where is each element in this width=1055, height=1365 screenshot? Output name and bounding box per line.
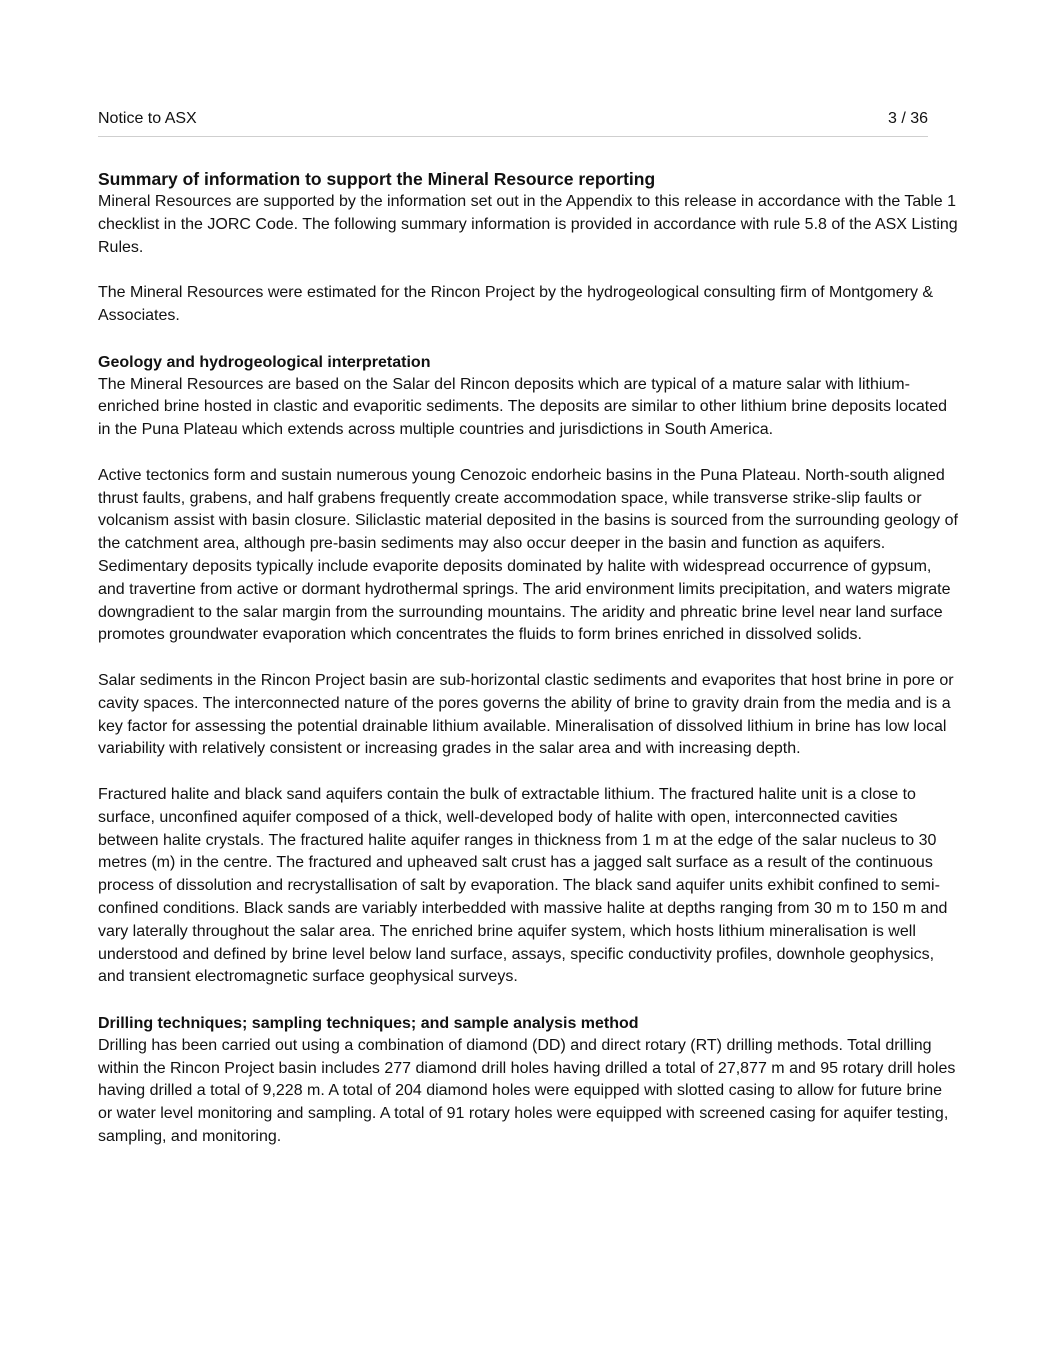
paragraph-estimator: The Mineral Resources were estimated for the Rincon Project by the hydrogeological consulting firm of Montgomery & Associates. xyxy=(98,284,934,324)
paragraph-drilling-1: Drilling has been carried out using a combination of diamond (DD) and direct rotary (RT) drilling methods. Total drilling within the Rincon Project basin includes 277 diamond drill holes having drilled a total of 27,877 m and 95 rotary drill holes having drilled a total of 9,228 m. A total of 204 diamond holes were equipped with slotted casing to allow for future brine or water level monitoring and sampling. A total of 91 rotary holes were equipped with screened casing for aquifer testing, sampling, and monitoring. xyxy=(98,1036,956,1146)
paragraph-geology-1: The Mineral Resources are based on the Salar del Rincon deposits which are typical of a mature salar with lithium-enriched brine hosted in clastic and evaporitic sediments. The deposits are similar to other lithium brine deposits located in the Puna Plateau which extends across multiple countries and jurisdictions in South America. xyxy=(98,375,948,439)
paragraph-geology-2: Active tectonics form and sustain numerous young Cenozoic endorheic basins in the Puna Plateau. North-south aligned thrust faults, grabens, and half grabens frequently create accommodation space, while transverse strike-slip faults or volcanism assist with basin closure. Siliclastic material deposited in the basins is sourced from the surrounding geology of the catchment area, although pre-basin sediments may also occur deeper in the basin and function as aquifers. Sedimentary deposits typically include evaporite deposits dominated by halite with widespread occurrence of gypsum, and travertine from active or dormant hydrothermal springs. The arid environment limits precipitation, and waters migrate downgradient to the salar margin from the surrounding mountains. The aridity and phreatic brine level near land surface promotes groundwater evaporation which concentrates the fluids to form brines enriched in dissolved solids. xyxy=(98,466,958,644)
page-header xyxy=(98,108,928,137)
document-body xyxy=(98,167,958,1149)
page-number: 3 / 36 xyxy=(887,110,928,127)
header-title: Notice to ASX xyxy=(98,110,197,127)
drilling-heading: Drilling techniques; sampling techniques; and sample analysis method xyxy=(98,1014,639,1032)
geology-heading: Geology and hydrogeological interpretation xyxy=(98,353,431,371)
section-title: Summary of information to support the Mineral Resource reporting xyxy=(98,169,656,189)
paragraph-intro: Mineral Resources are supported by the information set out in the Appendix to this release in accordance with the Table 1 checklist in the JORC Code. The following summary information is provided in accordance with rule 5.8 of the ASX Listing Rules. xyxy=(98,193,958,256)
paragraph-geology-3: Salar sediments in the Rincon Project basin are sub-horizontal clastic sediments and evaporites that host brine in pore or cavity spaces. The interconnected nature of the pores governs the ability of brine to gravity drain from the media and is a key factor for assessing the potential drainable lithium available. Mineralisation of dissolved lithium in brine has low local variability with relatively consistent or increasing grades in the salar area and with increasing depth. xyxy=(98,671,954,758)
paragraph-geology-4: Fractured halite and black sand aquifers contain the bulk of extractable lithium. The fractured halite unit is a close to surface, unconfined aquifer composed of a thick, well-developed body of halite with open, interconnected cavities between halite crystals. The fractured halite aquifer ranges in thickness from 1 m at the edge of the salar nucleus to 30 metres (m) in the centre. The fractured and upheaved salt crust has a jagged salt surface as a result of the continuous process of dissolution and recrystallisation of salt by evaporation. The black sand aquifer units exhibit confined to semi-confined conditions. Black sands are variably interbedded with massive halite at depths ranging from 30 m to 150 m and vary laterally throughout the salar area. The enriched brine aquifer system, which hosts lithium mineralisation is well understood and defined by brine level below land surface, assays, specific conductivity profiles, downhole geophysics, and transient electromagnetic surface geophysical surveys. xyxy=(98,785,948,986)
